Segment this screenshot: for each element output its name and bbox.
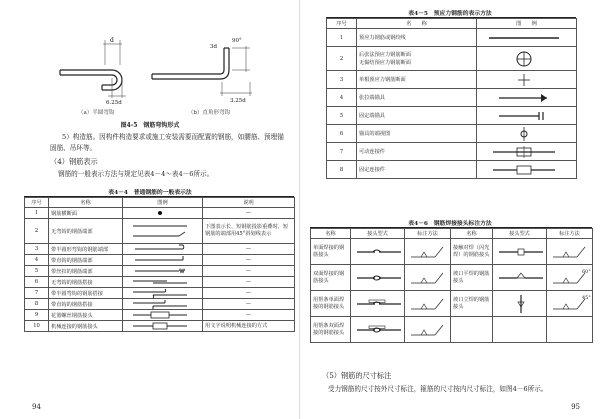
symbol-legend xyxy=(477,71,577,89)
symbol-legend xyxy=(123,310,203,321)
row-name: 预应力钢筋或钢绞线 xyxy=(357,29,477,47)
table-header xyxy=(311,229,593,239)
col-header: 接头型式 xyxy=(351,229,405,239)
paragraph-dimension: 受力钢筋的尺寸按外尺寸标注，箍筋的尺寸按内尺寸标注，如图4－6所示。 xyxy=(328,385,548,393)
table-row xyxy=(311,291,593,317)
col-header: 序号 xyxy=(25,198,49,208)
row-name: 无弯钩的钢筋端部 xyxy=(49,219,123,244)
joint-name: 单面焊接的钢筋接头 xyxy=(311,239,351,265)
table-4-5 xyxy=(326,18,577,179)
row-name: 带半圆弯钩的钢筋搭接 xyxy=(49,288,123,299)
col-header: 名称 xyxy=(49,198,123,208)
row-number: 5 xyxy=(327,107,357,125)
dim-3d: 3d xyxy=(210,44,218,50)
figure-caption: 图4-5 钢筋弯钩形式 xyxy=(120,122,180,129)
symbol-legend xyxy=(123,288,203,299)
annotation-symbol xyxy=(405,265,451,291)
row-name: 带丝扣的钢筋端部 xyxy=(49,266,123,277)
joint-name xyxy=(451,317,493,343)
dim-3-25d: 3.25d xyxy=(230,98,246,104)
symbol-legend xyxy=(477,161,577,179)
table-header xyxy=(327,19,577,29)
col-header: 名称 xyxy=(311,229,351,239)
row-name: 钢筋横断面 xyxy=(49,208,123,219)
symbol-legend xyxy=(477,143,577,161)
row-number: 1 xyxy=(25,208,49,219)
symbol-legend xyxy=(123,277,203,288)
svg-text:d: d xyxy=(110,37,114,44)
paragraph-intro: 钢筋的一般表示方法与规定见表4－4～表4－6所示。 xyxy=(58,170,214,178)
joint-form-symbol xyxy=(493,317,547,343)
joint-form-symbol xyxy=(493,265,547,291)
row-name: 带直钩的钢筋端部 xyxy=(49,255,123,266)
row-name: 带直钩的钢筋搭接 xyxy=(49,299,123,310)
row-number: 6 xyxy=(327,125,357,143)
table-row xyxy=(25,299,295,310)
col-header: 名 称 xyxy=(357,19,477,29)
row-number: 3 xyxy=(327,71,357,89)
row-note: — xyxy=(203,277,295,288)
table-row xyxy=(327,29,577,47)
dim-6-25d: 6.25d xyxy=(106,100,122,106)
row-number: 3 xyxy=(25,244,49,255)
table-header xyxy=(25,198,295,208)
col-header: 序号 xyxy=(327,19,357,29)
table-row xyxy=(25,266,295,277)
row-number: 6 xyxy=(25,277,49,288)
row-number: 8 xyxy=(25,299,49,310)
row-name: 锚具的端视图 xyxy=(357,125,477,143)
row-number: 4 xyxy=(327,89,357,107)
table-row xyxy=(311,265,593,291)
symbol-legend xyxy=(477,107,577,125)
joint-form-symbol xyxy=(351,239,405,265)
row-number: 9 xyxy=(25,310,49,321)
svg-text:45°: 45° xyxy=(582,294,591,301)
col-header: 名称 xyxy=(451,229,493,239)
row-name: 无弯钩的钢筋搭接 xyxy=(49,277,123,288)
annotation-symbol xyxy=(405,317,451,343)
symbol-legend xyxy=(123,219,203,244)
table-row xyxy=(25,277,295,288)
joint-form-symbol xyxy=(493,239,547,265)
row-name: 单根预应力钢筋断面 xyxy=(357,71,477,89)
right-angle-hook-drawing xyxy=(152,48,229,79)
joint-form-symbol xyxy=(493,291,547,317)
row-number: 4 xyxy=(25,255,49,266)
table-row xyxy=(327,89,577,107)
symbol-legend xyxy=(477,47,577,71)
col-header: 图 例 xyxy=(477,19,577,29)
row-number: 2 xyxy=(327,47,357,71)
symbol-legend xyxy=(123,208,203,219)
row-number: 1 xyxy=(327,29,357,47)
col-header: 接头型式 xyxy=(493,229,547,239)
annotation-symbol xyxy=(405,239,451,265)
annotation-symbol xyxy=(547,291,593,317)
subcaption-a: （a）半圆弯钩 xyxy=(78,110,115,116)
row-number: 7 xyxy=(327,143,357,161)
table-row xyxy=(25,219,295,244)
table-4-6 xyxy=(310,228,593,343)
row-note: — xyxy=(203,208,295,219)
annotation-symbol xyxy=(547,265,593,291)
row-note: — xyxy=(203,310,295,321)
joint-name: 坡口立焊的钢筋接头 xyxy=(451,291,493,317)
symbol-legend xyxy=(123,255,203,266)
row-note: — xyxy=(203,299,295,310)
symbol-legend xyxy=(477,89,577,107)
row-note: — xyxy=(203,288,295,299)
symbol-legend xyxy=(123,299,203,310)
table-row xyxy=(25,208,295,219)
col-header: 标注方法 xyxy=(547,229,593,239)
table-4-4-caption: 表4－4 普通钢筋的一般表示法 xyxy=(108,190,192,196)
row-name: 固定端锚具 xyxy=(357,107,477,125)
page-number-left: 94 xyxy=(32,403,41,411)
row-name: 张拉端锚具 xyxy=(357,89,477,107)
row-number: 2 xyxy=(25,219,49,244)
joint-name: 双面焊接的钢筋接头 xyxy=(311,265,351,291)
subcaption-b: （b）直角形弯钩 xyxy=(188,110,231,116)
row-name: 花篮螺丝钢筋接头 xyxy=(49,310,123,321)
row-number: 10 xyxy=(25,321,49,332)
joint-name: 用帮条单面焊接的钢筋接头 xyxy=(311,291,351,317)
symbol-legend xyxy=(477,125,577,143)
table-row xyxy=(327,107,577,125)
table-4-6-caption: 表4－6 钢筋焊接接头标注方法 xyxy=(408,221,492,227)
row-note: 用文字说明机械连接的方式 xyxy=(203,321,295,332)
table-row xyxy=(311,239,593,265)
hook-diagrams xyxy=(50,30,260,110)
row-note: — xyxy=(203,255,295,266)
row-name: 固定连接件 xyxy=(357,161,477,179)
table-row xyxy=(327,71,577,89)
joint-form-symbol xyxy=(351,317,405,343)
annotation-symbol xyxy=(547,317,593,343)
col-header: 说明 xyxy=(203,198,295,208)
svg-text:60°: 60° xyxy=(582,268,591,275)
row-number: 7 xyxy=(25,288,49,299)
section-heading-5: （5）钢筋的尺寸标注 xyxy=(322,371,392,380)
table-4-5-caption: 表4－5 预应力钢筋的表示方法 xyxy=(408,11,492,17)
row-note: — xyxy=(203,266,295,277)
symbol-legend xyxy=(123,321,203,332)
figure-4-5 xyxy=(50,30,260,120)
joint-name: 坡口平焊的钢筋接头 xyxy=(451,265,493,291)
joint-name: 接触对焊（闪光焊）的钢筋接头 xyxy=(451,239,493,265)
joint-name: 用帮条双面焊接的钢筋接头 xyxy=(311,317,351,343)
joint-form-symbol xyxy=(351,265,405,291)
semicircle-hook-drawing xyxy=(60,70,122,90)
annotation-symbol xyxy=(405,291,451,317)
row-name: 机械连接的钢筋接头 xyxy=(49,321,123,332)
table-row xyxy=(25,255,295,266)
table-row xyxy=(311,317,593,343)
table-row xyxy=(327,161,577,179)
table-row xyxy=(25,288,295,299)
page-number-right: 95 xyxy=(571,403,580,411)
annotation-symbol xyxy=(547,239,593,265)
table-row xyxy=(327,47,577,71)
row-number: 8 xyxy=(327,161,357,179)
row-name: 带半圆形弯钩的钢筋端部 xyxy=(49,244,123,255)
table-row xyxy=(25,321,295,332)
right-page xyxy=(300,0,600,419)
row-number: 5 xyxy=(25,266,49,277)
symbol-legend xyxy=(123,266,203,277)
paragraph-construction-bars: 5）构造筋。因构件构造要求或施工安装需要而配置的钢筋，如腰筋、预埋锚固筋、吊环等。 xyxy=(50,133,284,152)
section-heading: （4）钢筋表示 xyxy=(50,157,98,166)
row-name: 后张法预应力钢筋断面 无黏结预应力钢筋断面 xyxy=(357,47,477,71)
dim-90deg: 90° xyxy=(232,38,242,44)
table-row xyxy=(327,125,577,143)
table-4-4 xyxy=(24,197,295,332)
table-row xyxy=(327,143,577,161)
symbol-legend xyxy=(477,29,577,47)
joint-form-symbol xyxy=(351,291,405,317)
col-header: 标注方法 xyxy=(405,229,451,239)
table-row xyxy=(25,244,295,255)
table-row xyxy=(25,310,295,321)
row-name: 可动连接件 xyxy=(357,143,477,161)
row-note: 下图表示长、短钢筋投影重叠时，短钢筋的端部用45°斜划线表示 xyxy=(203,219,295,244)
col-header: 图例 xyxy=(123,198,203,208)
symbol-legend xyxy=(123,244,203,255)
row-note: — xyxy=(203,244,295,255)
